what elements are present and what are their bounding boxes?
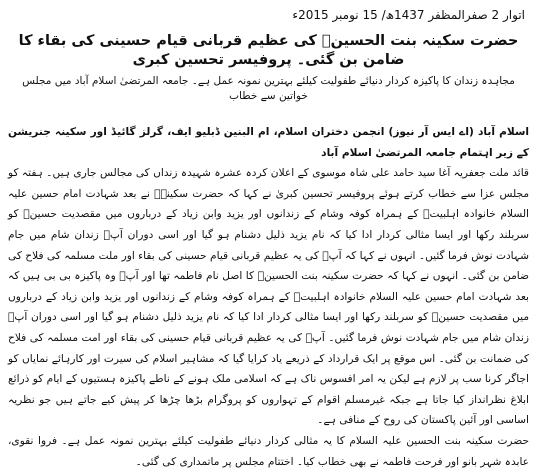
paragraph: قائد ملت جعفریہ آغا سید حامد علی شاہ موسوی کے اعلان کردہ عشرہ شہیدہ زنداں کی مجالس جاری ہیں۔ ہفتہ کو مجلس عزا سے خطاب کرتے ہوئے پروفیسر تحسین کبریٰ نے کہا کہ حضرت سکینہؑ نے بعد شہادت امام حسین علیہ السلام خانوادہ اہلبیتؑ کے ہمراہ کوفہ وشام کے زندانوں اور یزید وابن زیاد کے درباروں میں مقصدیت حسینؑ کو سربلند رکھا اور ایسا مثالی کردار ادا کیا کہ نام یزید ذلیل دشنام ہو گیا اور اسی دوران آپؑ زندان شام میں جام شہادت نوش فرما گئیں۔ انہوں نے کہا کہ آپؑ کی یہ عظیم قربانی قیام حسینی کی بقاء اور ملت مسلمہ کی فلاح کی ضامن بن گئی۔ انہوں نے کہا کہ حضرت سکینہ بنت الحسینؑ کا اصل نام فاطمہ تھا اور آپؑ وہ پاکیزہ بی بی ہیں کہ بعد شہادت امام حسین علیہ السلام خانوادہ اہلبیتؑ کے ہمراہ کوفہ وشام کے زندانوں اور یزید وابن زیاد کے درباروں میں مقصدیت حسینؑ کو سربلند رکھا اور ایسا مثالی کردار ادا کیا کہ نام یزید ذلیل دشنام ہو گیا اور اسی دوران آپؑ زندان شام میں جام شہادت نوش فرما گئیں۔ آپؑ کی یہ عظیم قربانی قیام حسینی کی بقاء اور امت مسلمہ کی فلاح کی ضمانت بن گئی۔ اس موقع پر ایک قرارداد کے ذریعے یاد کرایا گیا کہ مشاہیر اسلام کی سیرت اور کارہائے نمایاں کو اجاگر کرنا سب پر لازم ہے لیکن یہ امر افسوس ناک ہے کہ اسلامی ملک ہونے کے ناطے پاکیزہ ہستیوں کے ایام کو ذرائع ابلاغ نظرانداز کیا جاتا ہے جبکہ غیرمسلم اقوام کے تہواروں کو پروگرام بڑھا چڑھا کر پیش کیے جاتے ہیں جو نظریہ اساسی اور آئین پاکستان کی روح کے منافی ہے۔ xyxy=(8,167,529,427)
headline: حضرت سکینہ بنت الحسینؑ کی عظیم قربانی قیام حسینی کی بقاء کا ضامن بن گئی۔ پروفیسر تحسین کبری xyxy=(18,33,519,68)
article-body xyxy=(8,122,529,472)
lead-meta: اسلام آباد (اے ایس آر نیوز) انجمن دختران اسلام، ام البنین ڈبلیو ایف، گرلز گائیڈ اور سکینہ جنریشن کے زیر اہتمام جامعہ المرتضیٰ اسلام آباد xyxy=(8,126,529,159)
paragraph: حضرت سکینہ بنت الحسین علیہ السلام کا یہ مثالی کردار دنیائے طفولیت کیلئے بہترین نمونہ عمل ہے۔ فروا نقوی، عابدہ شہر بانو اور فرحت فاطمہ نے بھی خطاب کیا۔ اختتام مجلس پر ماتمداری کی گئی۔ xyxy=(8,434,529,468)
dateline: اتوار 2 صفرالمظفر 1437ھ/ 15 نومبر 2015ء xyxy=(292,8,525,22)
deck: مجاہدہ زندان کا پاکیزہ کردار دنیائے طفولیت کیلئے بہترین نمونہ عمل ہے۔ جامعہ المرتضیٰ اسلام آباد میں مجلس خواتین سے خطاب xyxy=(22,75,515,102)
